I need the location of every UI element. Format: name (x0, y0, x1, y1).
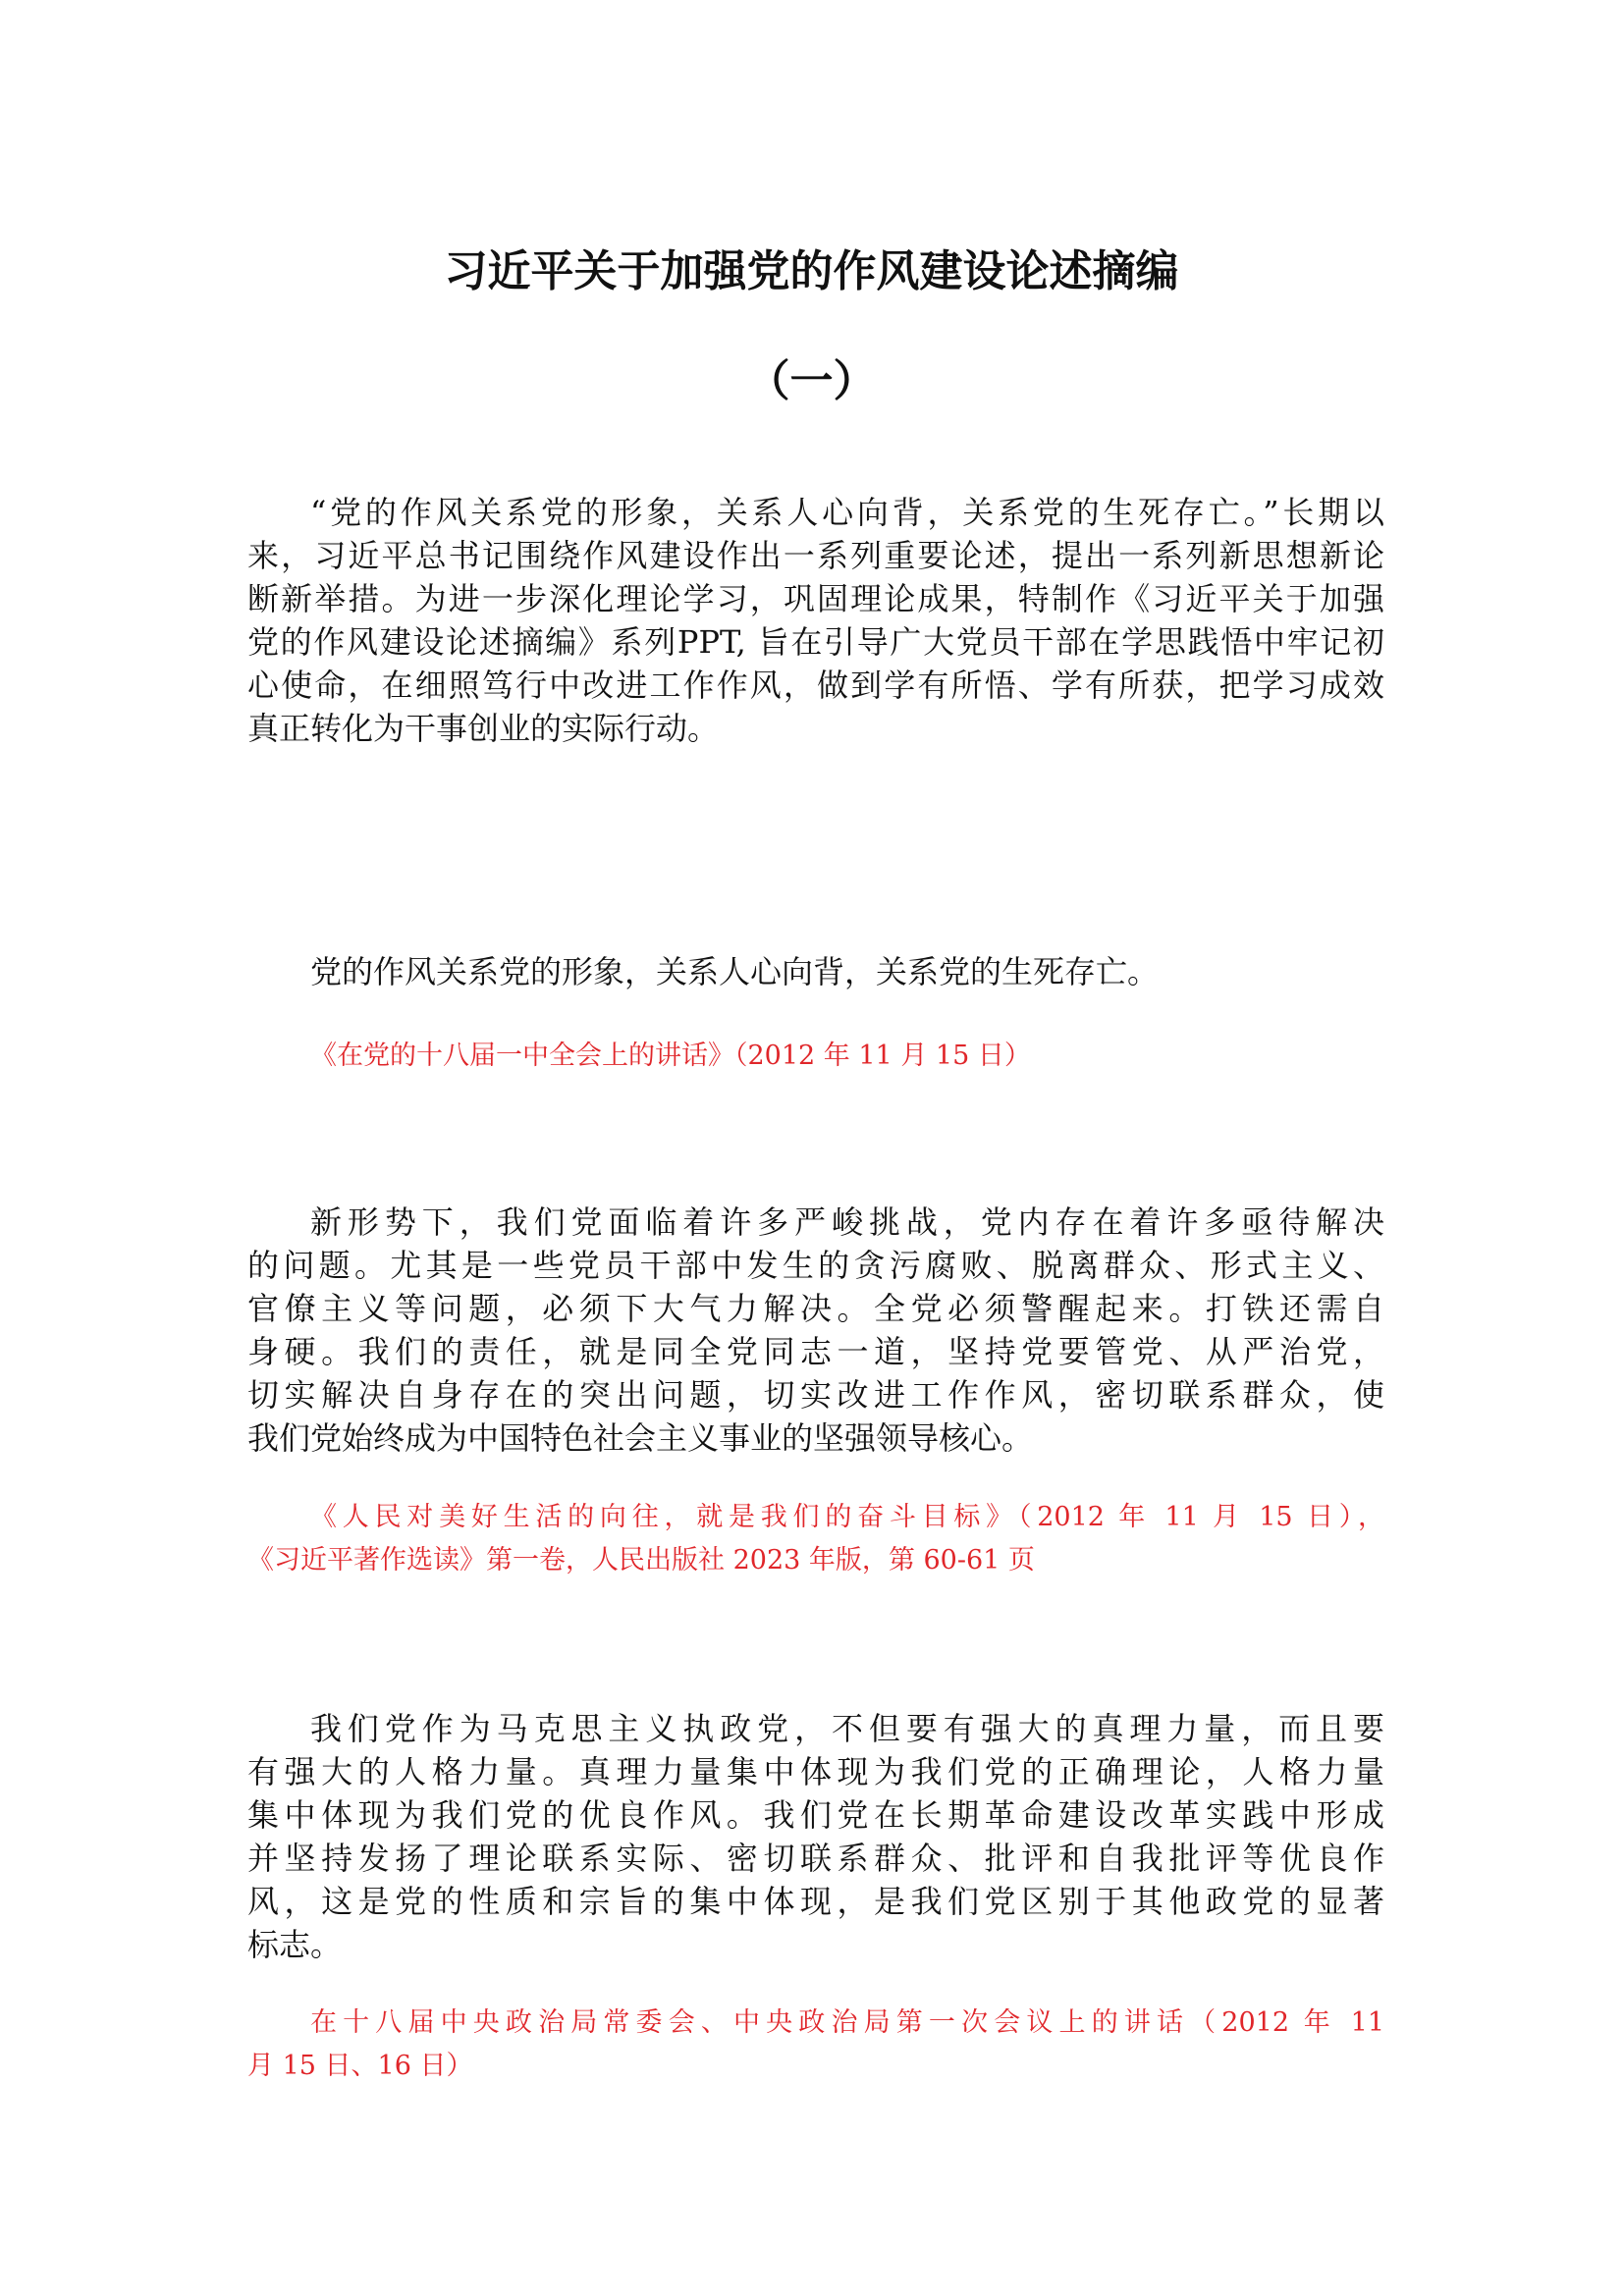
text-line: 切实解决自身存在的突出问题，切实改进工作作风，密切联系群众，使 (247, 1376, 1384, 1414)
quote-citation (247, 1035, 1384, 1078)
citation-line: 在十八届中央政治局常委会、中央政治局第一次会议上的讲话（2012 年 11 (310, 2007, 1384, 2038)
text-line: 心使命，在细照笃行中改进工作作风，做到学有所悟、学有所获，把学习成效 (247, 667, 1384, 704)
text-line: 我们党作为马克思主义执政党，不但要有强大的真理力量，而且要 (310, 1710, 1384, 1747)
quote-citation (247, 2002, 1384, 2088)
text-line: 标志。 (247, 1926, 343, 1963)
text-line: 的问题。尤其是一些党员干部中发生的贪污腐败、脱离群众、形式主义、 (247, 1247, 1384, 1284)
text-line: 身硬。我们的责任，就是同全党同志一道，坚持党要管党、从严治党， (247, 1333, 1384, 1370)
quote-paragraph (247, 950, 1384, 993)
document-title: 习近平关于加强党的作风建设论述摘编 (444, 246, 1179, 296)
citation-line: 《习近平著作选读》第一卷，人民出版社 2023 年版，第 60-61 页 (247, 1545, 1035, 1575)
quote-paragraph (247, 1201, 1384, 1460)
text-line: 党的作风建设论述摘编》系列PPT, 旨在引导广大党员干部在学思践悟中牢记初 (247, 623, 1384, 661)
text-line: 来，习近平总书记围绕作风建设作出一系列重要论述，提出一系列新思想新论 (247, 537, 1384, 574)
intro-paragraph (247, 491, 1384, 750)
text-line: 真正转化为干事创业的实际行动。 (247, 710, 720, 747)
citation-line: 月 15 日、16 日） (247, 2051, 473, 2081)
quote-paragraph (247, 1707, 1384, 1966)
citation-line: 《在党的十八届一中全会上的讲话》（2012 年 11 月 15 日） (310, 1041, 1031, 1071)
text-line: 新形势下，我们党面临着许多严峻挑战，党内存在着许多亟待解决 (310, 1203, 1384, 1241)
text-line: 集中体现为我们党的优良作风。我们党在长期革命建设改革实践中形成 (247, 1796, 1384, 1834)
citation-line: 《人民对美好生活的向往，就是我们的奋斗目标》（2012 年 11 月 15 日）， (310, 1502, 1384, 1532)
text-line: 党的作风关系党的形象，关系人心向背，关系党的生死存亡。 (310, 953, 1160, 990)
text-line: 有强大的人格力量。真理力量集中体现为我们党的正确理论，人格力量 (247, 1753, 1384, 1790)
text-line: 风，这是党的性质和宗旨的集中体现，是我们党区别于其他政党的显著 (247, 1883, 1384, 1920)
text-line: 并坚持发扬了理论联系实际、密切联系群众、批评和自我批评等优良作 (247, 1840, 1384, 1877)
text-line: 断新举措。为进一步深化理论学习，巩固理论成果，特制作《习近平关于加强 (247, 580, 1384, 617)
text-line: 我们党始终成为中国特色社会主义事业的坚强领导核心。 (247, 1419, 1034, 1457)
text-line: 官僚主义等问题，必须下大气力解决。全党必须警醒起来。打铁还需自 (247, 1290, 1384, 1327)
text-line: “党的作风关系党的形象，关系人心向背，关系党的生死存亡。”长期以 (310, 494, 1384, 531)
quote-citation (247, 1496, 1384, 1582)
document-subtitle: （一） (746, 356, 877, 406)
